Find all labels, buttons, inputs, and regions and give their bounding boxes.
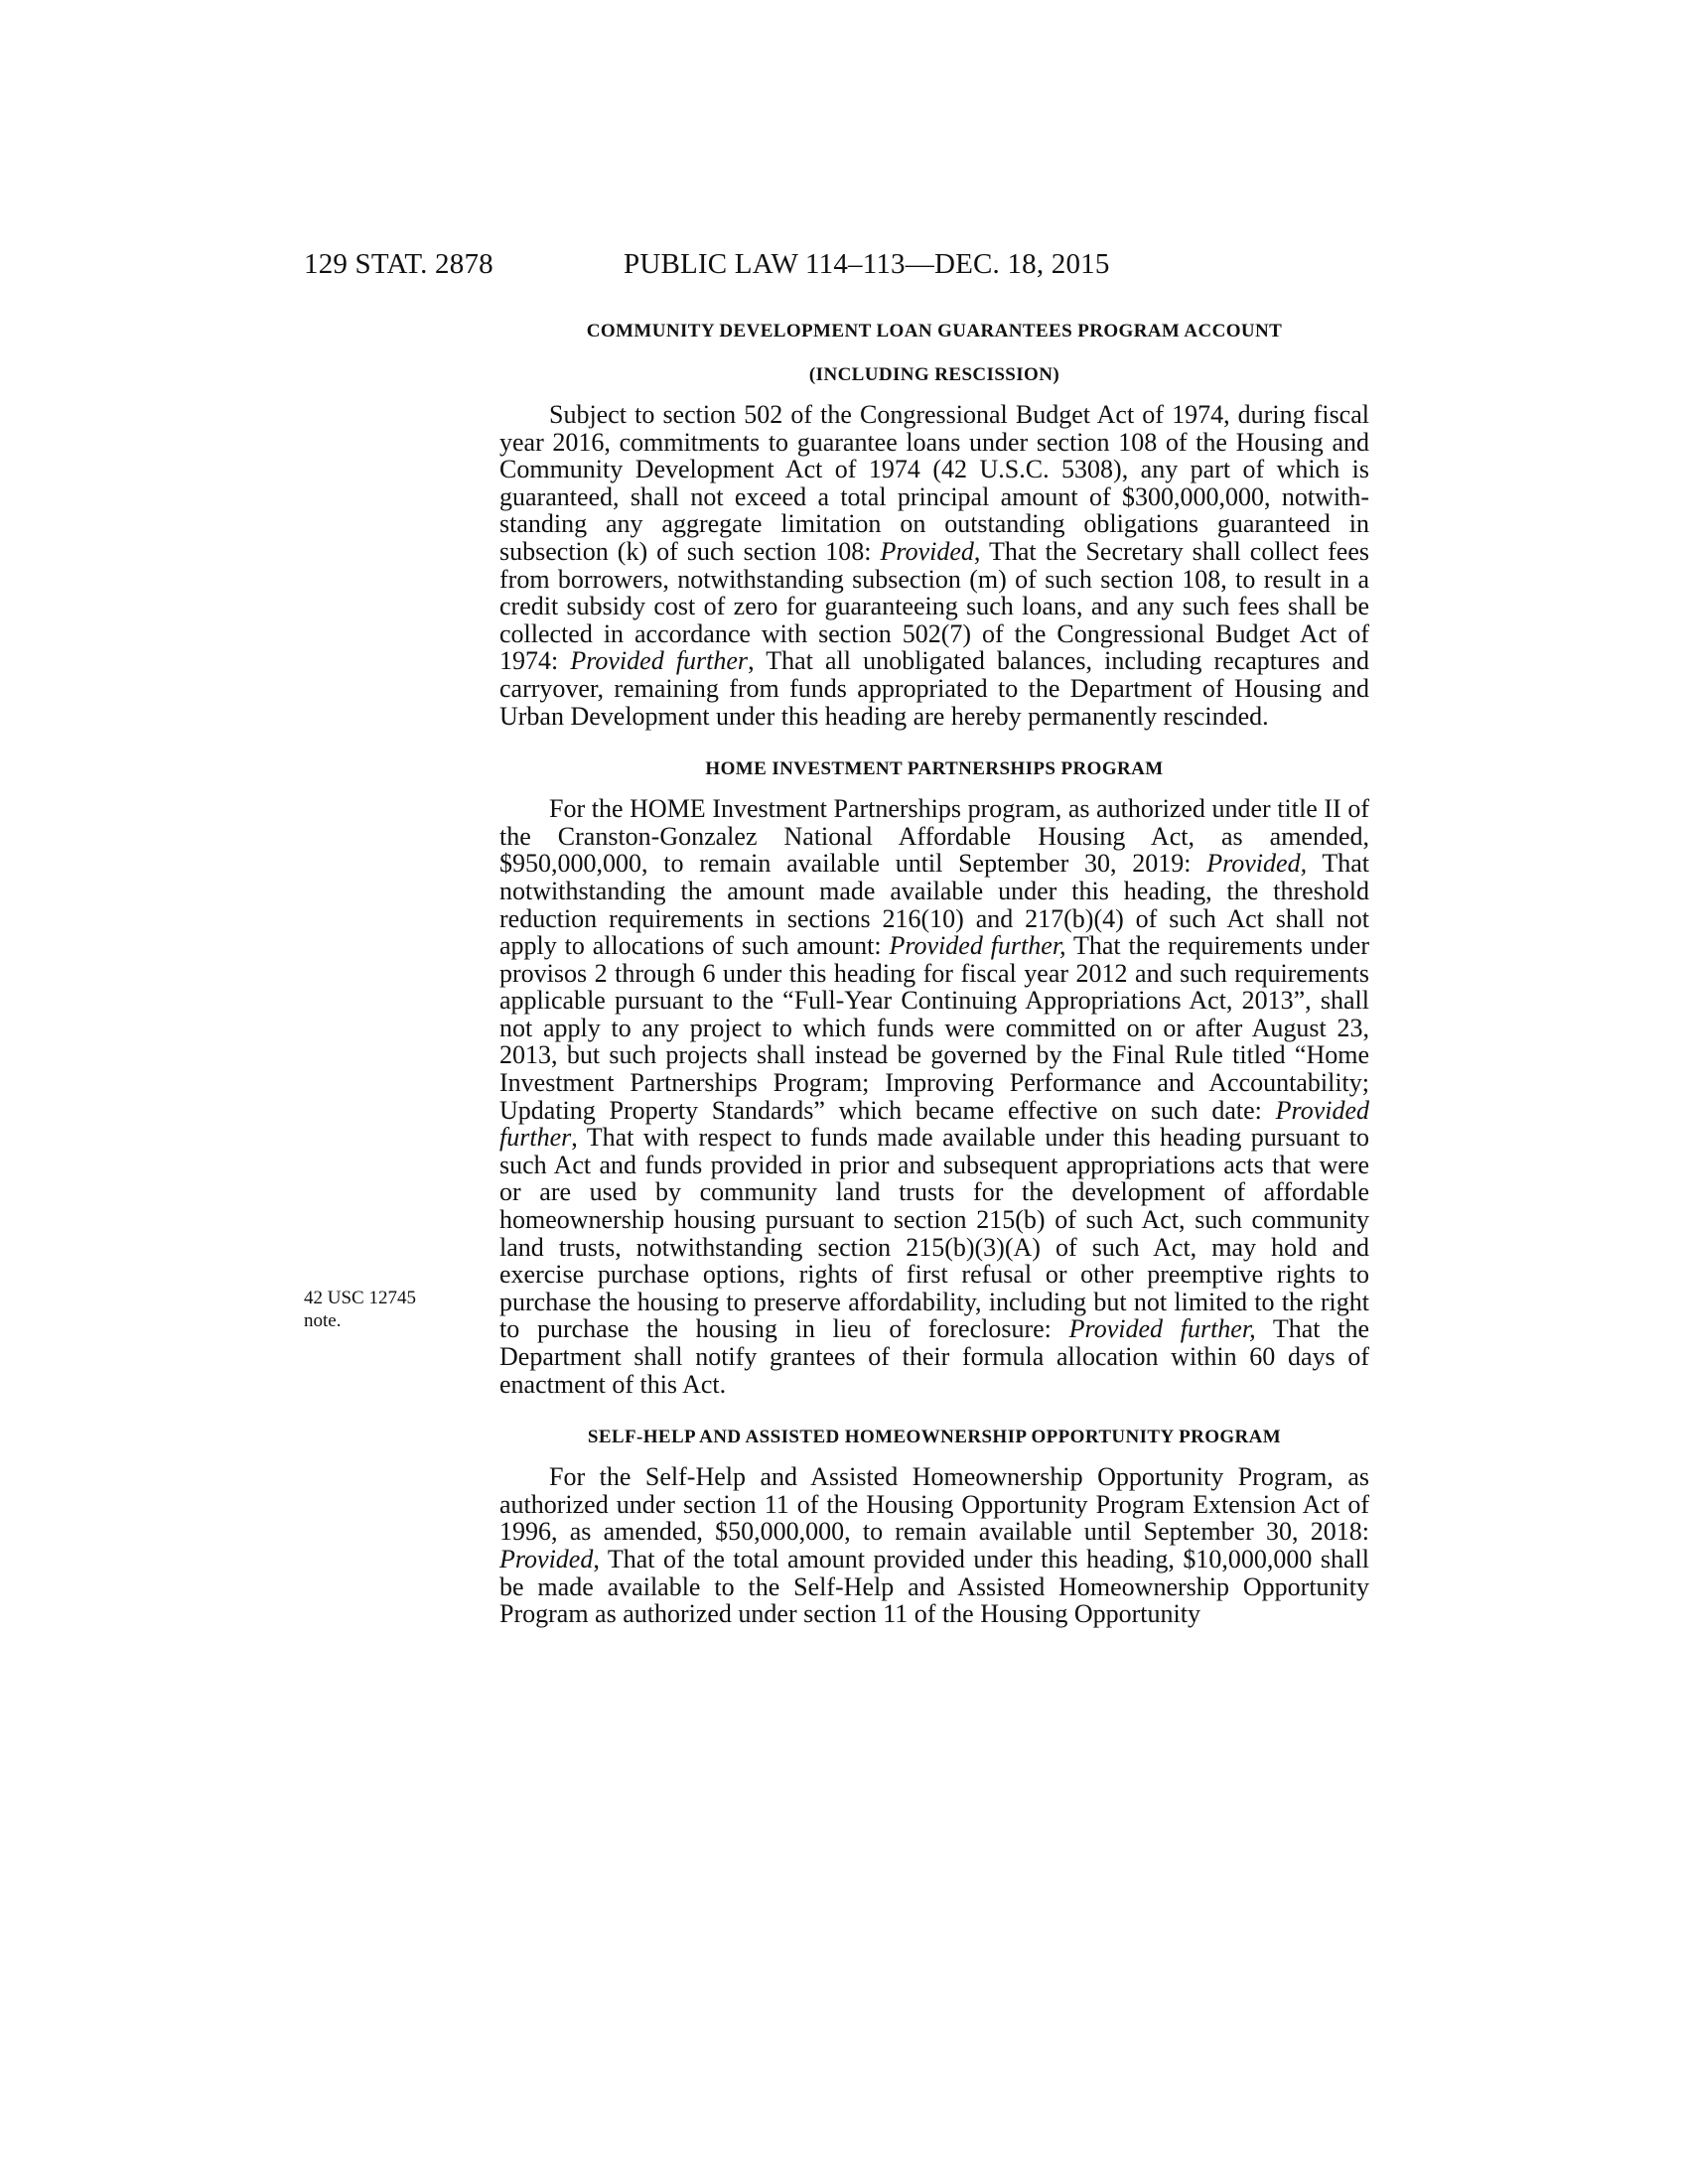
section-heading: SELF-HELP AND ASSISTED HOMEOWNERSHIP OPPORTUNITY PROGRAM [587, 1427, 1282, 1448]
text-run: , That of the total amount provided under this heading, $10,000,000 shall be made available to the Self-Help and Assisted Homeownership Opportunity Program as authorized under section 11 of the Housing Opportunity [499, 1544, 1369, 1629]
section-paragraph [499, 401, 1369, 730]
section-paragraph [499, 795, 1369, 1398]
margin-note-line: 42 USC 12745 [304, 1288, 416, 1308]
section-heading: HOME INVESTMENT PARTNERSHIPS PROGRAM [705, 758, 1164, 780]
text-run: , That the Secretary shall collect fees from borrowers, notwithstanding subsection (m) of such section 108, to result in a credit subsidy cost of zero for guaranteeing such loans, and any such fees shall be collected in accordance with section 502(7) of the Congressional Budget Act of 1974: [499, 536, 1369, 676]
text-run: That the requirements under provisos 2 through 6 under this heading for fiscal year 2012 and such requirements applicable pursuant to the “Full-Year Continuing Appropriations Act, 2013”, shall not apply to any project to which funds were committed on or after August 23, 2013, but such projects shall instead be governed by the Final Rule titled “Home Investment Partnerships Program; Improving Performance and Accountability; Updating Property Standards” which became effective on such date: [499, 931, 1369, 1125]
proviso-italic: Provided further [570, 646, 749, 676]
proviso-italic: Provided [880, 536, 974, 566]
text-run: For the HOME Investment Partnerships program, as authorized under title II of the Cranston-Gonzalez National Affordable Housing Act, as amended, $950,000,000, to remain available until September 30, 2019: [499, 794, 1369, 879]
text-run: That notwithstanding the amount made available under this heading, the threshold reduction requirements in sections 216(10) and 217(b)(4) of such Act shall not apply to allocations of such amount: [499, 849, 1369, 961]
text-run: Subject to section 502 of the Congressional Budget Act of 1974, during fiscal year 2016, commitments to guarantee loans under section 108 of the Housing and Community Development Act of 1974 (42 U.S.C. 5308), any part of which is guaranteed, shall not exceed a total principal amount of $300,000,000, notwithstanding any aggregate limitation on outstanding obligations guaranteed in subsection (k) of such section 108: [499, 400, 1369, 566]
margin-note [304, 1287, 463, 1332]
section-community-development [499, 320, 1369, 730]
margin-note-line: note. [304, 1310, 342, 1331]
text-run: , That all unobligated balances, including recaptures and carryover, remaining from funds appropriated to the Department of Housing and Urban Development under this heading are hereby permanently rescinded. [499, 646, 1369, 731]
document-body [499, 320, 1369, 1628]
section-self-help [499, 1426, 1369, 1628]
proviso-italic: Provided, [1206, 849, 1308, 879]
text-run: That the Department shall notify grantees of their formula allocation within 60 days of enactment of this Act. [499, 1314, 1369, 1399]
proviso-italic: Provided further, [889, 931, 1066, 961]
proviso-italic: Provided [499, 1544, 594, 1573]
law-citation: PUBLIC LAW 114–113—DEC. 18, 2015 [624, 248, 1110, 280]
section-home-investment [499, 757, 1369, 1398]
section-subheading: (INCLUDING RESCISSION) [808, 364, 1060, 385]
stat-citation: 129 STAT. 2878 [304, 248, 493, 280]
page-header [0, 248, 1688, 288]
text-run: For the Self-Help and Assisted Homeownership Opportunity Program, as authorized under section 11 of the Housing Opportunity Program Extension Act of 1996, as amended, $50,000,000, to remain available until September 30, 2018: [499, 1462, 1369, 1547]
proviso-italic: Provided further, [1068, 1314, 1256, 1344]
section-heading: COMMUNITY DEVELOPMENT LOAN GUARANTEES PROGRAM ACCOUNT [586, 321, 1283, 341]
section-paragraph [499, 1463, 1369, 1628]
text-run: , That with respect to funds made available under this heading pursuant to such Act and funds provided in prior and subsequent appropriations acts that were or are used by community land trusts for the development of affordable homeownership housing pursuant to section 215(b) of such Act, such community land trusts, notwithstanding section 215(b)(3)(A) of such Act, may hold and exercise purchase options, rights of first refusal or other preemptive rights to purchase the housing to preserve affordability, including but not limited to the right to purchase the housing in lieu of foreclosure: [499, 1123, 1369, 1344]
proviso-italic: Provided further [499, 1095, 1369, 1153]
